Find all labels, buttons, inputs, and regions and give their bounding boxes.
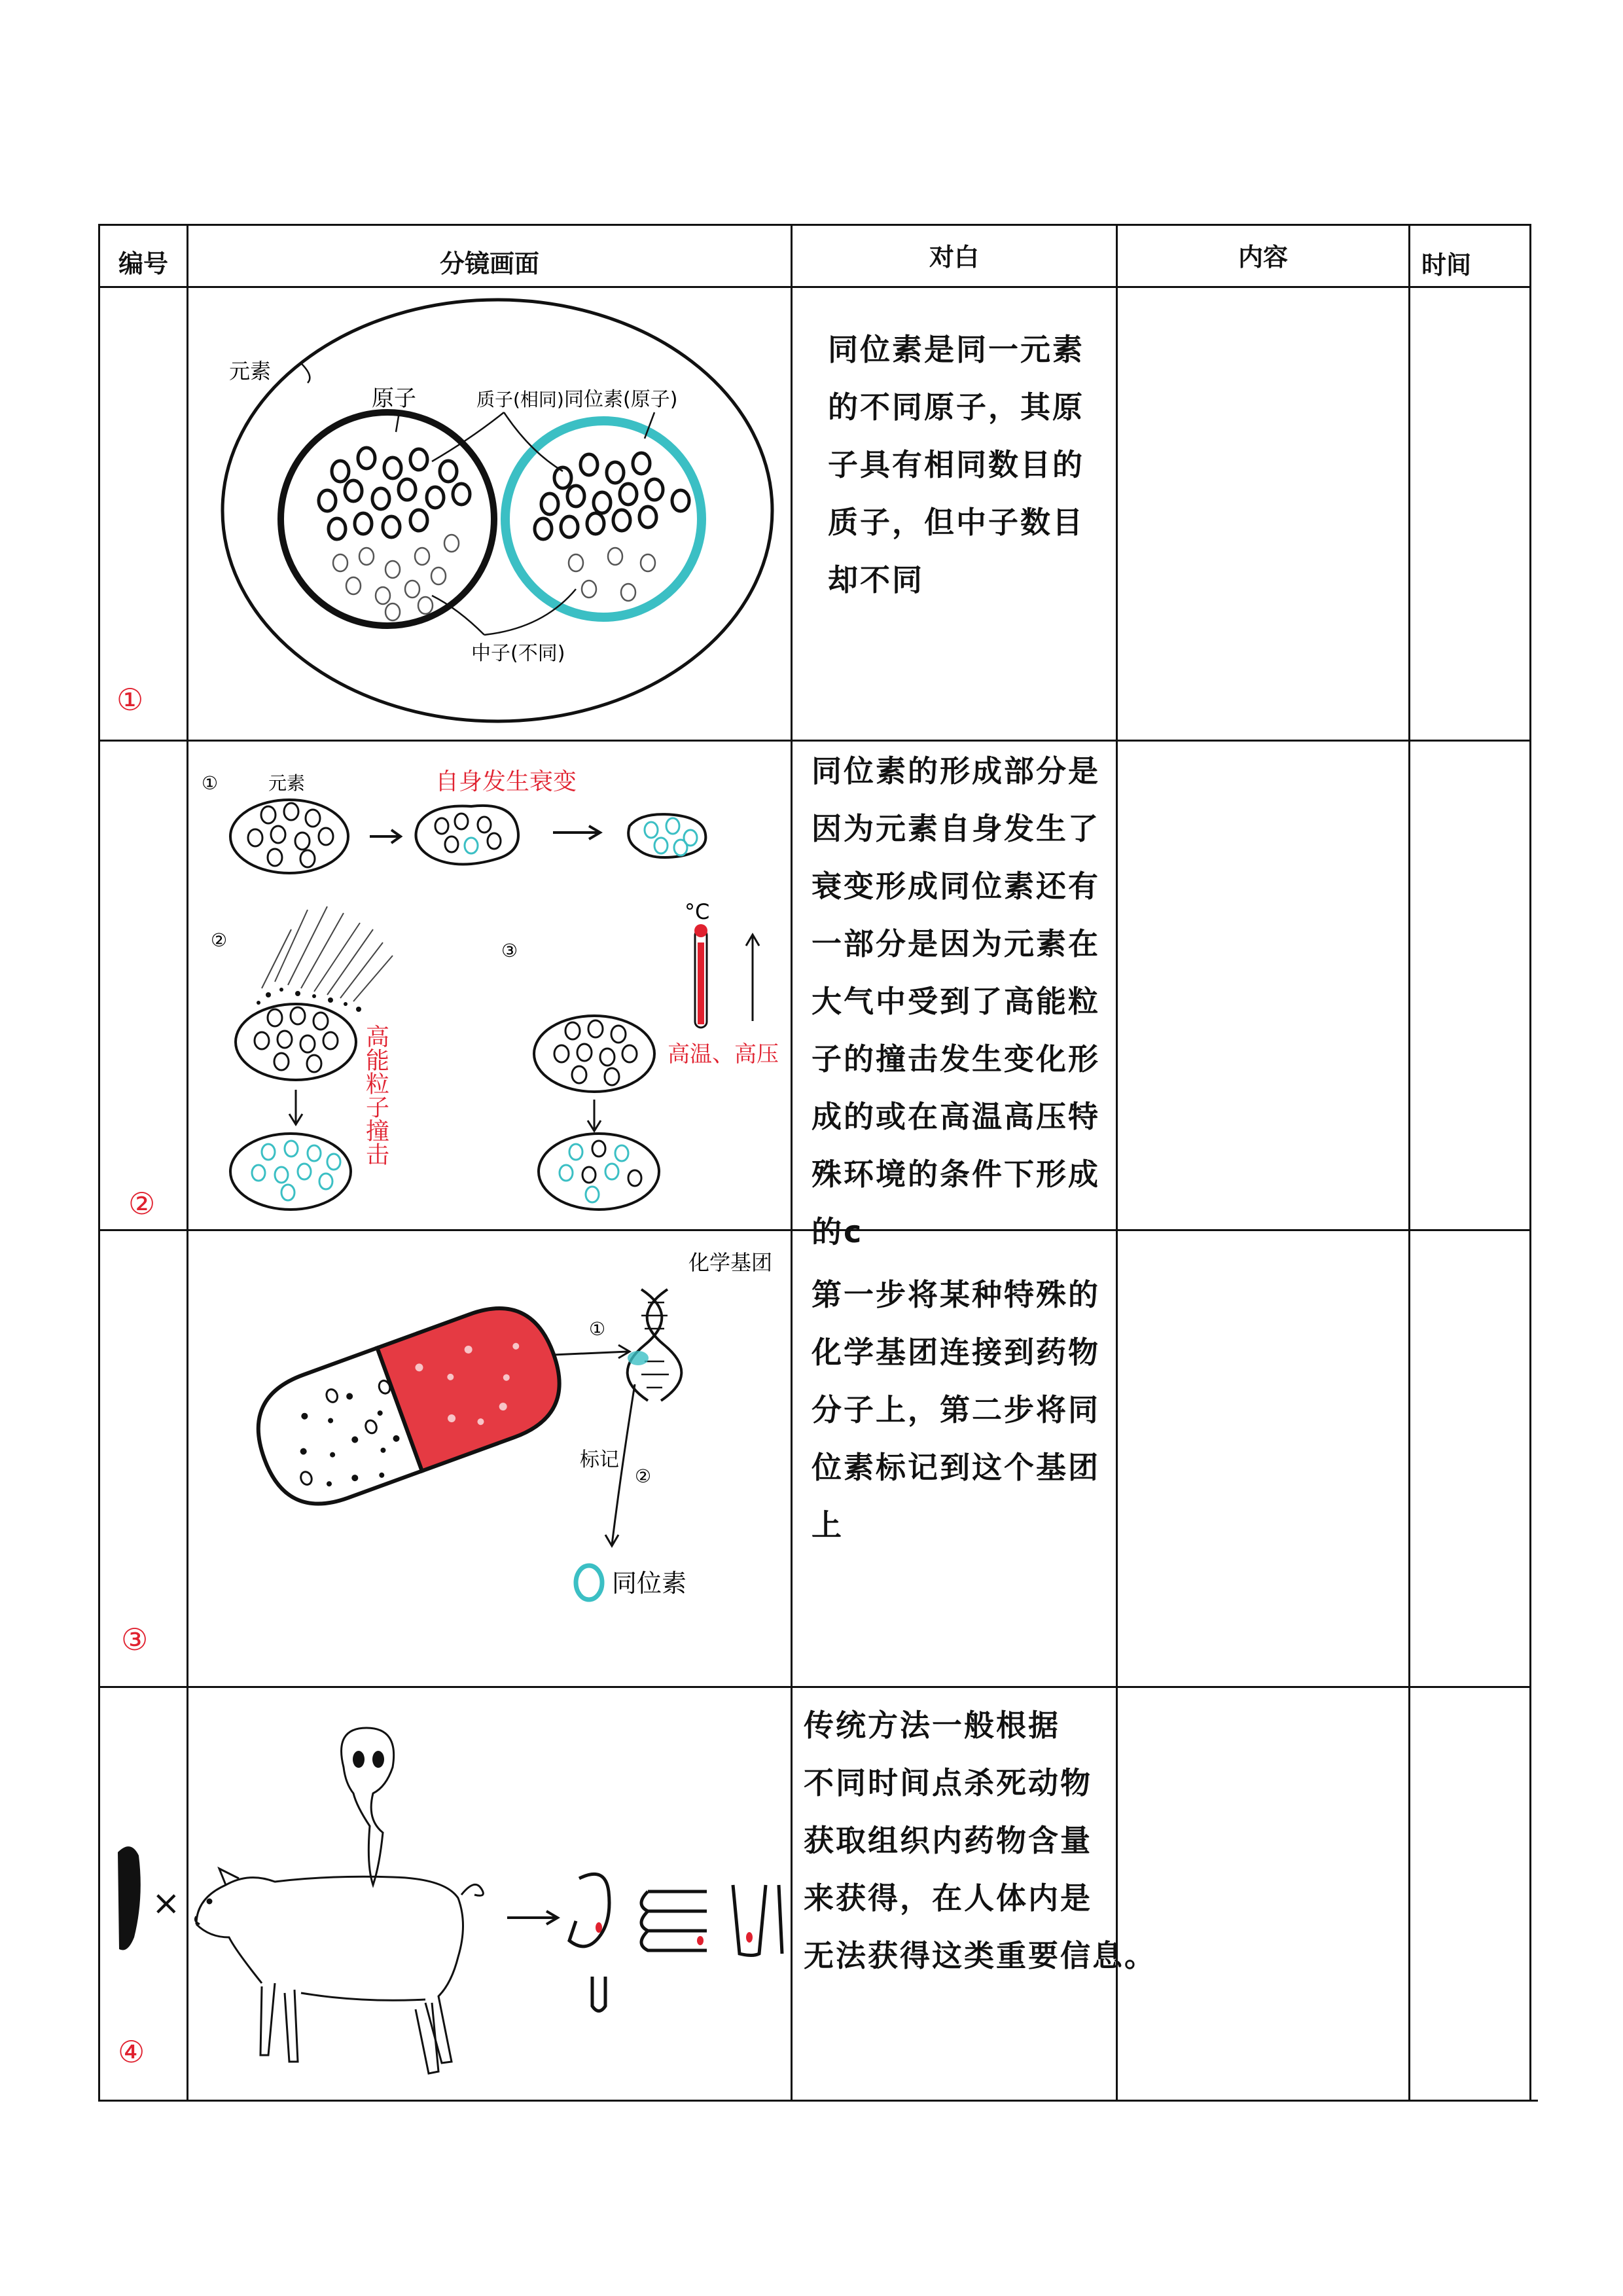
- cross-mark: ×: [152, 1884, 181, 1923]
- label-atom: 原子: [372, 386, 416, 412]
- row4-dialogue-line: 不同时间点杀死动物: [804, 1765, 1092, 1801]
- row4-drawing: [118, 1728, 782, 2073]
- header-storyboard: 分镜画面: [439, 249, 539, 278]
- row2-dialogue-line: 的c: [812, 1214, 864, 1249]
- label-high-energy: 高能粒子撞击: [362, 1024, 389, 1166]
- syringe-icon: [118, 1846, 141, 1950]
- isotope-circle: [505, 421, 702, 617]
- row2-drawing: [202, 768, 779, 1210]
- label-step1-r3: ①: [589, 1318, 606, 1340]
- isotope-blob-3: [539, 1134, 659, 1210]
- arrow-down-2: [588, 1100, 601, 1131]
- arrow-to-organs: [507, 1911, 558, 1924]
- label-isotope-r3: 同位素: [612, 1569, 687, 1598]
- header-dialogue: 对白: [929, 243, 979, 272]
- row2-dialogue: [812, 742, 1100, 1261]
- isotope-marker-icon: [576, 1566, 602, 1600]
- row1-dialogue-line: 的不同原子，其原: [828, 389, 1084, 425]
- atom-protons: [319, 448, 470, 539]
- arrow-down-mark: [605, 1384, 635, 1546]
- element-blob-3-dots: [554, 1020, 637, 1085]
- label-element-small: 元素: [268, 772, 306, 794]
- row1-dialogue-line: 却不同: [828, 562, 924, 598]
- particle-streaks: [262, 906, 393, 1001]
- row3-number: ③: [121, 1622, 149, 1657]
- label-step1: ①: [202, 772, 219, 794]
- row2-dialogue-line: 同位素的形成部分是: [812, 753, 1100, 789]
- header-time: 时间: [1421, 251, 1471, 279]
- row2-number: ②: [128, 1186, 156, 1221]
- row2-dialogue-line: 一部分是因为元素在: [812, 926, 1100, 961]
- row3-dialogue-line: 分子上，第二步将同: [812, 1392, 1100, 1427]
- element-blob-1-dots: [248, 803, 333, 867]
- row1-number: ①: [116, 682, 144, 717]
- col-right-border: [1529, 224, 1531, 2102]
- isotope-blob-2: [230, 1134, 351, 1210]
- thermometer-icon: [694, 924, 707, 1028]
- organ-red-marks: [596, 1922, 753, 1945]
- isotope-blob-2-dots: [252, 1141, 340, 1200]
- capsule-pill: [242, 1292, 576, 1520]
- row2-dialogue-line: 因为元素自身发生了: [812, 811, 1100, 846]
- col-content-border: [1408, 224, 1410, 2102]
- capsule-white-half: [242, 1348, 422, 1520]
- label-step2-r3: ②: [635, 1465, 652, 1487]
- row2-dialogue-line: 衰变形成同位素还有: [812, 869, 1100, 904]
- ghost-spirit-icon: [342, 1728, 394, 1885]
- row3-dialogue-line: 化学基团连接到药物: [812, 1335, 1100, 1370]
- row3-bottom-border: [98, 1686, 1531, 1688]
- col-storyboard-border: [791, 224, 793, 2102]
- label-decay: 自身发生衰变: [435, 768, 577, 795]
- row1-drawing: [223, 300, 772, 721]
- col-number-border: [187, 224, 188, 2102]
- atom-circle: [281, 412, 494, 626]
- header-content: 内容: [1238, 243, 1288, 272]
- organs-icon: [569, 1874, 782, 2011]
- label-step3: ③: [501, 940, 518, 961]
- row4-dialogue-line: 来获得，在人体内是: [804, 1880, 1092, 1916]
- element-outer-ellipse: [223, 300, 772, 721]
- row4-dialogue: [804, 1696, 1156, 1984]
- decaying-blob-dots: [435, 814, 501, 853]
- label-celsius: °C: [685, 899, 710, 924]
- arrow-right-1: [370, 830, 401, 843]
- arrow-down-1: [289, 1090, 302, 1124]
- row3-dialogue-line: 第一步将某种特殊的: [812, 1277, 1100, 1312]
- label-chemical-group: 化学基团: [688, 1250, 773, 1275]
- row1-bottom-border: [98, 740, 1531, 742]
- row4-dialogue-line: 无法获得这类重要信息。: [804, 1938, 1156, 1973]
- element-blob-3: [534, 1016, 654, 1092]
- arrow-up-temp: [746, 935, 759, 1021]
- table-bottom-border: [98, 2100, 1538, 2102]
- dna-helix-icon: [628, 1289, 682, 1401]
- isotope-blob-3-dots: [560, 1141, 641, 1202]
- row1-dialogue-line: 子具有相同数目的: [828, 447, 1084, 482]
- row2-dialogue-line: 子的撞击发生变化形: [812, 1041, 1100, 1077]
- element-blob-1: [230, 800, 348, 873]
- header-number: 编号: [118, 249, 168, 278]
- row2-dialogue-line: 殊环境的条件下形成: [812, 1157, 1100, 1192]
- atom-neutrons: [333, 535, 459, 620]
- row4-number: ④: [118, 2034, 145, 2070]
- label-proton: 质子(相同): [476, 389, 564, 410]
- label-element: 元素: [229, 359, 272, 384]
- col-left-border: [98, 224, 100, 2102]
- capsule-red-half: [377, 1292, 575, 1471]
- isotope-blob: [628, 814, 705, 857]
- row4-dialogue-line: 传统方法一般根据: [804, 1708, 1060, 1743]
- element-blob-2: [236, 1004, 356, 1080]
- label-high-temp-pressure: 高温、高压: [668, 1041, 779, 1067]
- isotope-neutrons: [569, 548, 655, 601]
- pig-icon: [195, 1869, 483, 2073]
- row1-dialogue-line: 同位素是同一元素: [828, 332, 1084, 367]
- row3-dialogue: [812, 1266, 1100, 1554]
- row3-dialogue-line: 位素标记到这个基团: [812, 1450, 1100, 1485]
- particle-dots: [257, 988, 361, 1012]
- row3-drawing: [242, 1250, 772, 1600]
- row1-dialogue-line: 质子，但中子数目: [828, 505, 1084, 540]
- label-neutron: 中子(不同): [471, 642, 565, 665]
- row3-dialogue-line: 上: [812, 1507, 844, 1543]
- label-isotope-atom: 同位素(原子): [564, 388, 678, 411]
- element-blob-2-dots: [255, 1007, 338, 1072]
- table-top-border: [98, 224, 1531, 226]
- arrow-right-2: [553, 826, 600, 839]
- isotope-protons: [535, 453, 689, 539]
- label-step2: ②: [211, 929, 228, 951]
- header-bottom-border: [98, 286, 1531, 288]
- chemical-group-marker: [628, 1351, 649, 1365]
- label-mark: 标记: [580, 1448, 619, 1471]
- row4-dialogue-line: 获取组织内药物含量: [804, 1823, 1092, 1858]
- arrow-to-dna: [553, 1345, 630, 1358]
- row1-arrows: [301, 363, 654, 635]
- row2-dialogue-line: 成的或在高温高压特: [812, 1099, 1100, 1134]
- isotope-blob-dots: [645, 818, 697, 855]
- decaying-blob: [416, 806, 519, 865]
- row1-dialogue: [828, 321, 1084, 609]
- row2-dialogue-line: 大气中受到了高能粒: [812, 984, 1100, 1019]
